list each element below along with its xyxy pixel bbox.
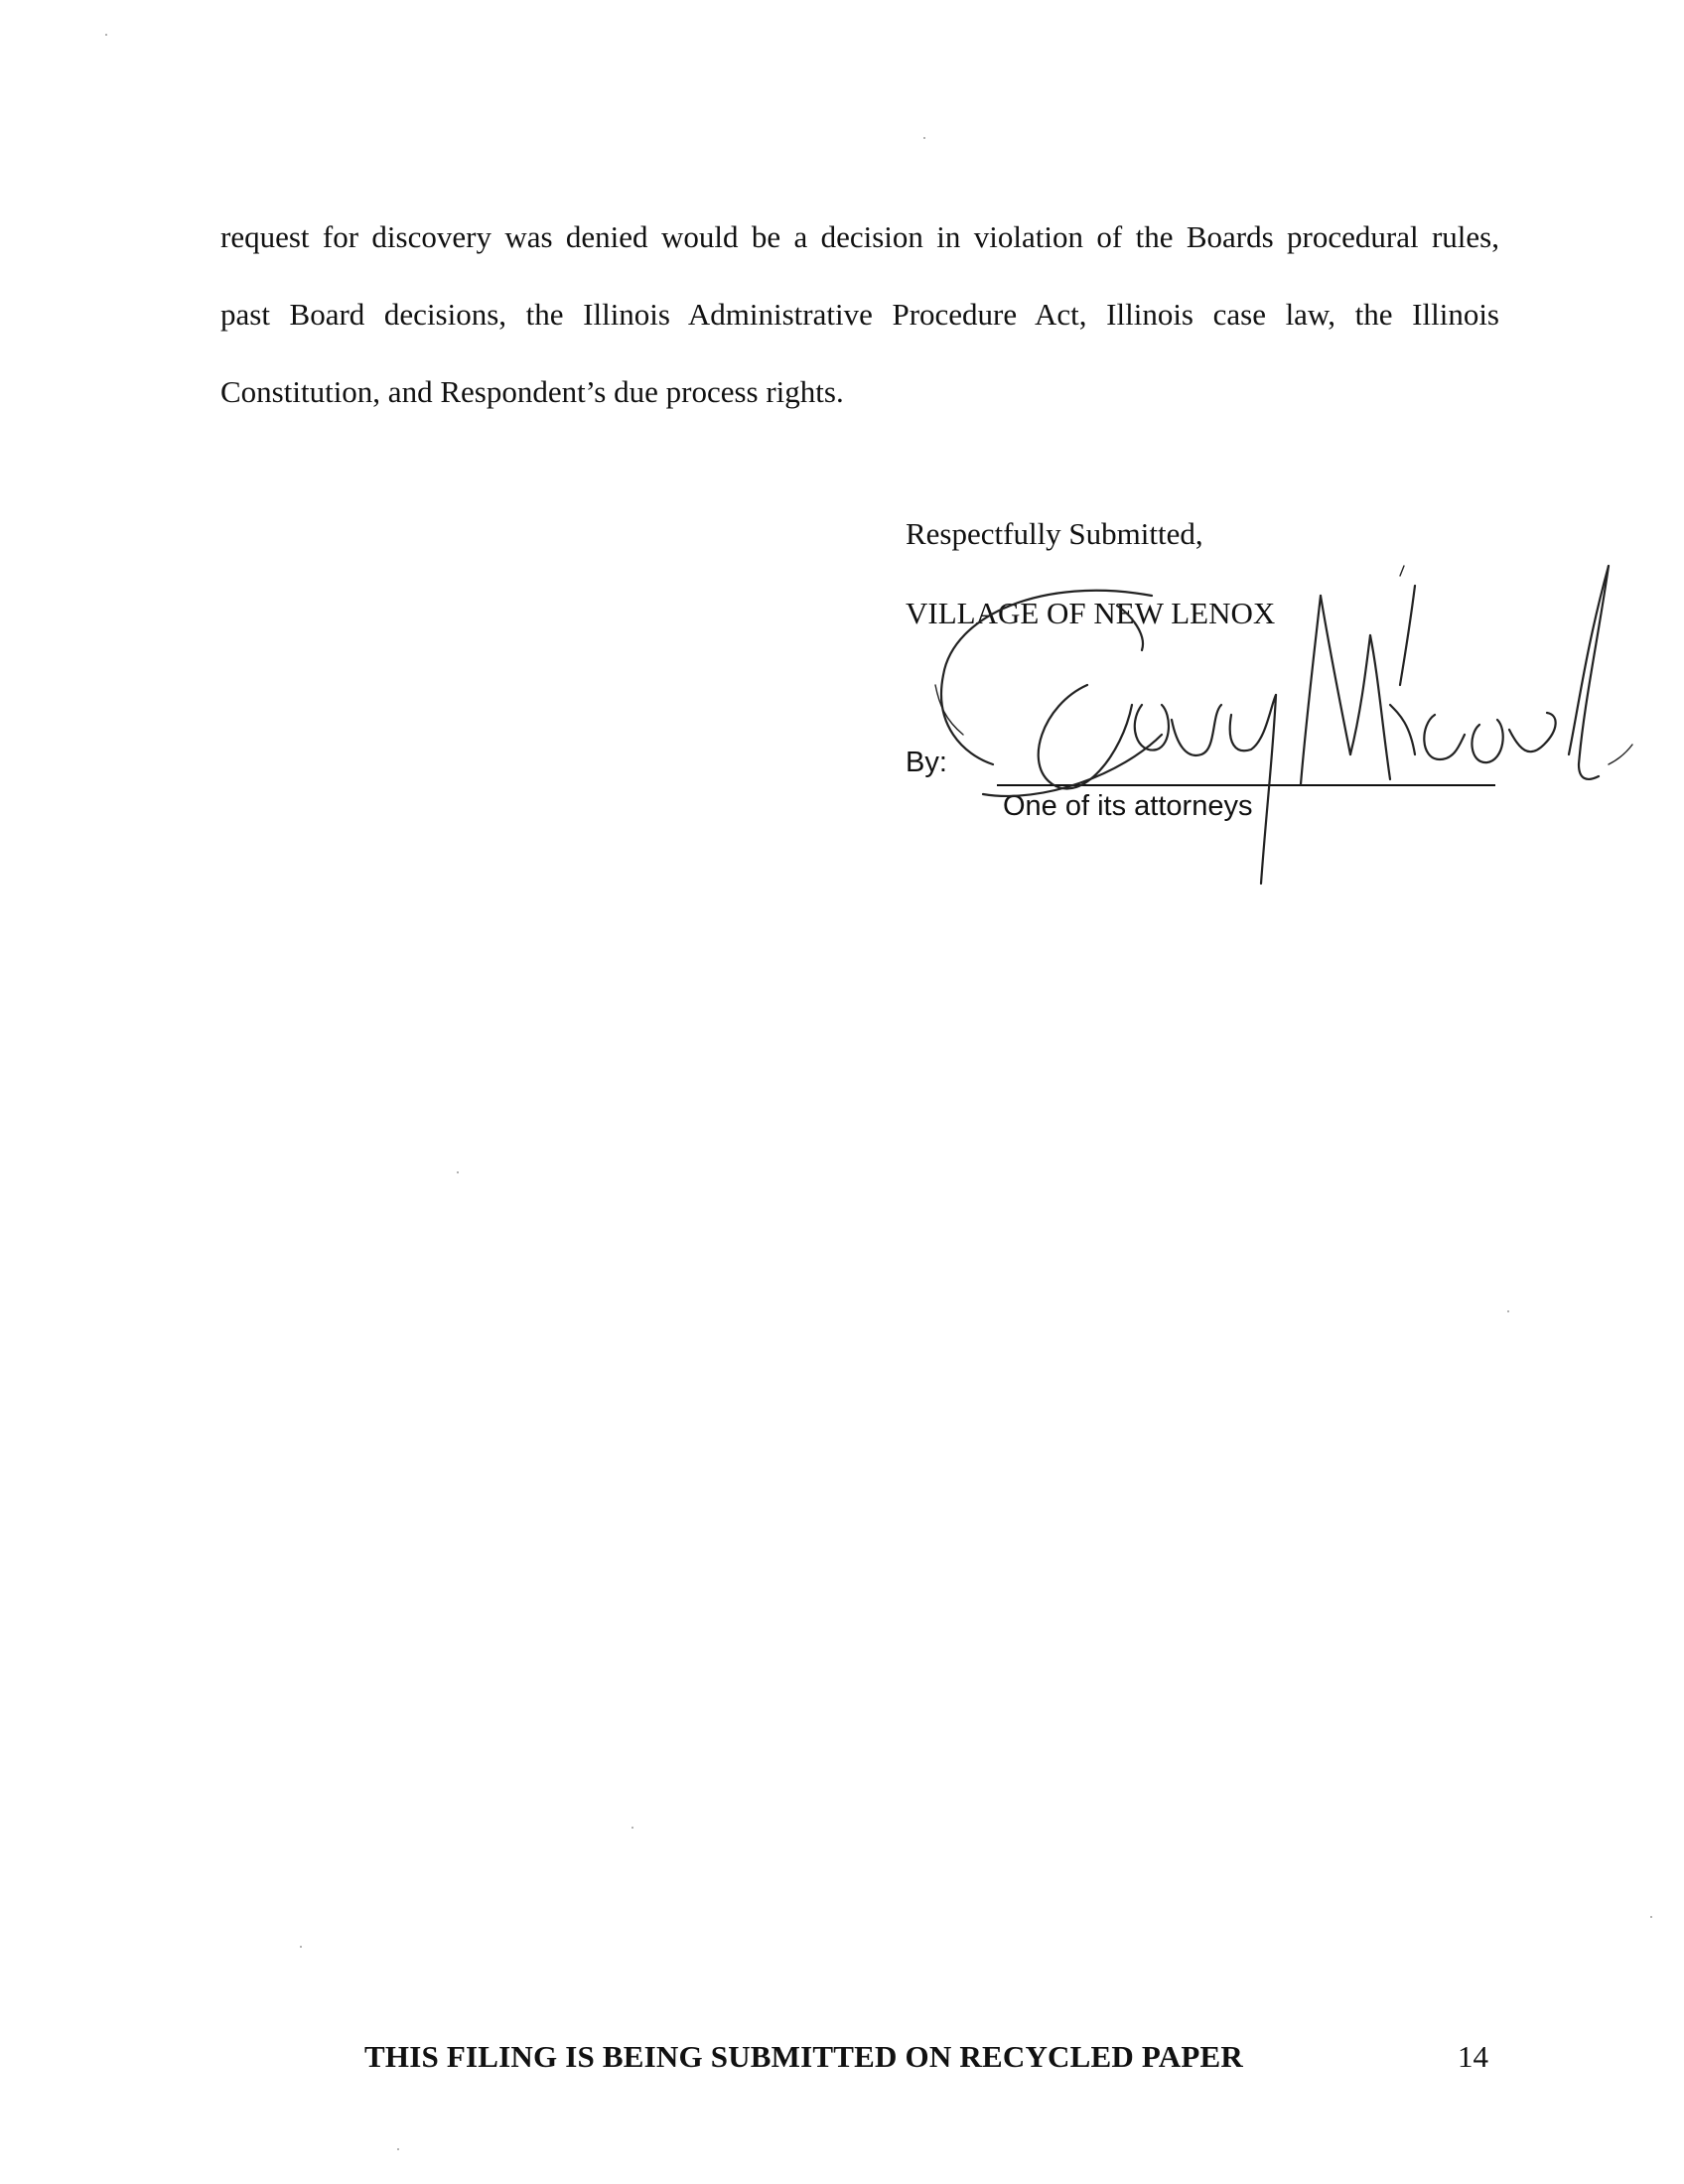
page-number: 14 [1458,2039,1488,2074]
scan-speck [1650,1916,1652,1918]
handwritten-signature [923,556,1638,913]
recycled-paper-notice: THIS FILING IS BEING SUBMITTED ON RECYCLED PAPER [364,2039,1243,2074]
body-line-3: Constitution, and Respondent’s due process rights. [220,374,844,409]
body-line-1: request for discovery was denied would be a decision in violation of the Boards procedural rules, [220,219,1499,254]
scan-speck [632,1827,633,1829]
scan-speck [1507,1310,1509,1312]
scan-speck [105,34,107,36]
by-label: By: [906,747,947,778]
scan-speck [457,1171,459,1173]
signature-caption: One of its attorneys [1003,790,1253,822]
scan-speck [923,137,925,139]
closing-salutation: Respectfully Submitted, [906,516,1203,551]
body-line-2: past Board decisions, the Illinois Administrative Procedure Act, Illinois case law, the Illinois [220,297,1499,332]
entity-name: VILLAGE OF NEW LENOX [906,596,1276,630]
scan-speck [397,2148,399,2150]
body-paragraph [220,199,1499,431]
scan-speck [300,1946,302,1948]
